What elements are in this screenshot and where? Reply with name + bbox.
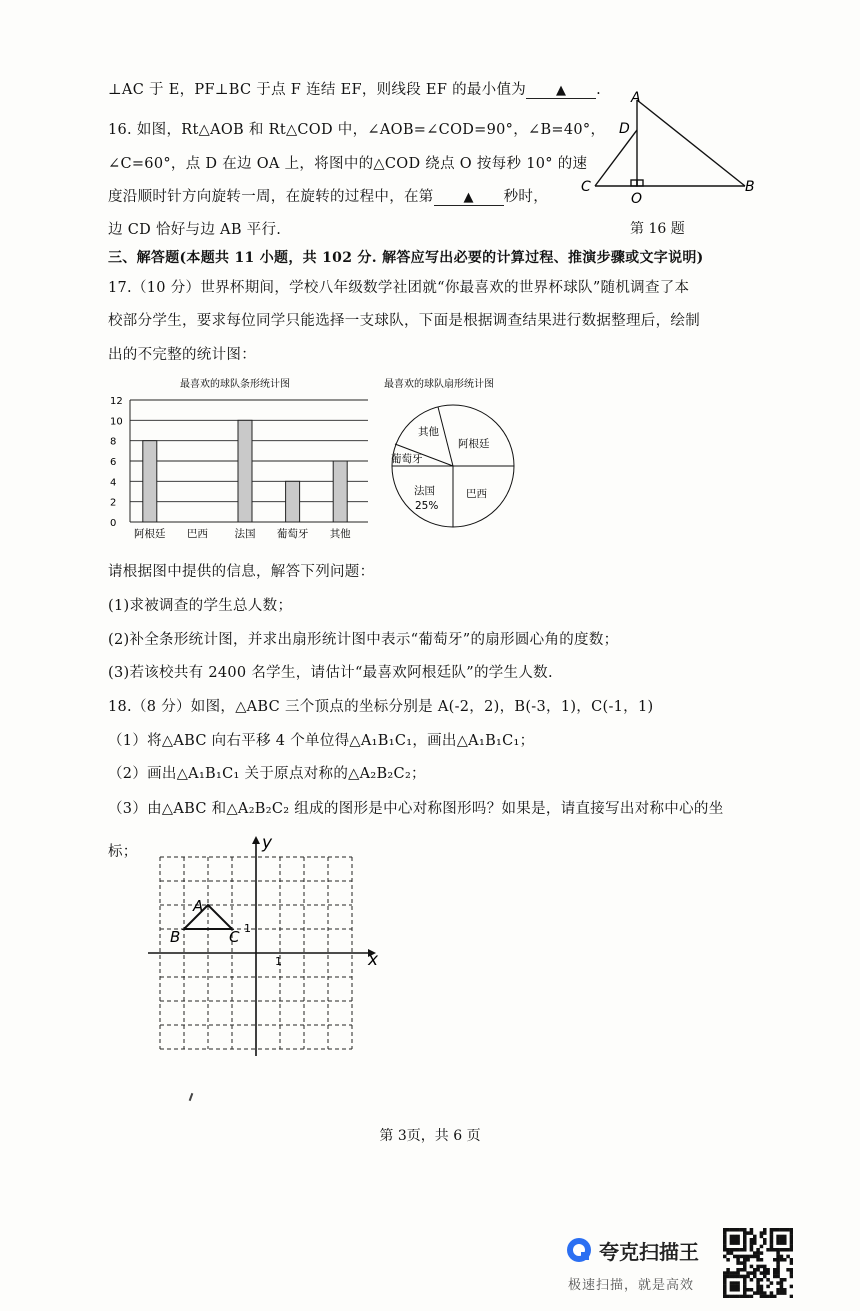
problem17-q2: (2)补全条形统计图，并求出扇形统计图中表示“葡萄牙”的扇形圆心角的度数； [108, 632, 619, 648]
pie-label-brazil: 巴西 [466, 488, 487, 500]
bar-ytick-label: 4 [110, 477, 117, 489]
bar-ytick-label: 6 [110, 457, 117, 468]
pie-chart-title: 最喜欢的球队扇形统计图 [384, 379, 494, 390]
bar-chart-title: 最喜欢的球队条形统计图 [180, 379, 290, 390]
pie-label-france-percent: 25% [415, 500, 439, 512]
fig16-label-b: B [745, 179, 755, 195]
tick-label-y1: 1 [244, 922, 251, 935]
bar-4 [333, 461, 347, 522]
bar-2 [238, 420, 252, 522]
fig16-label-d: D [619, 121, 630, 137]
section-3-heading: 三、解答题(本题共 11 小题，共 102 分. 解答应写出必要的计算过程、推演步骤或文字说明) [108, 250, 704, 266]
problem18-part4: 标； [108, 844, 138, 860]
pie-label-other: 其他 [418, 426, 439, 438]
figure-16-caption: 第 16 题 [630, 221, 685, 237]
pie-label-france: 法国 [414, 485, 435, 497]
problem17-prompt: 请根据图中提供的信息，解答下列问题： [108, 564, 375, 580]
answer-blank: ▲ [526, 83, 596, 99]
bar-ytick-label: 8 [110, 436, 117, 448]
problem16-line2: ∠C=60°，点 D 在边 OA 上，将图中的△COD 绕点 O 按每秒 10° 的速 [108, 156, 588, 172]
answer-blank: ▲ [434, 190, 504, 206]
bar-3 [286, 481, 300, 522]
watermark-logo [565, 1235, 715, 1265]
problem16-line1: 16. 如图，Rt△AOB 和 Rt△COD 中，∠AOB=∠COD=90°，∠B=40°， [108, 122, 606, 138]
bar-xtick-label: 葡萄牙 [276, 528, 309, 540]
fig16-label-o: O [631, 191, 643, 207]
bar-ytick-label: 0 [110, 518, 117, 529]
problem17-line3: 出的不完整的统计图： [108, 347, 256, 363]
problem16-line3: 度沿顺时针方向旋转一周，在旋转的过程中，在第 ▲ 秒时， [108, 189, 549, 205]
page-footer: 第 3页，共 6 页 [379, 1128, 481, 1144]
bar-xtick-label: 其他 [329, 528, 351, 540]
problem18-part2: （2）画出△A₁B₁C₁ 关于原点对称的△A₂B₂C₂； [108, 766, 426, 782]
bar-xtick-label: 阿根廷 [134, 528, 166, 540]
problem18-line1: 18.（8 分）如图，△ABC 三个顶点的坐标分别是 A(-2，2)，B(-3，1)，C(-1，1) [108, 699, 654, 715]
problem17-line1: 17.（10 分）世界杯期间，学校八年级数学社团就“你最喜欢的世界杯球队”随机调查了本 [108, 280, 690, 296]
figure-16 [575, 88, 765, 213]
problem17-q1: (1)求被调查的学生总人数； [108, 598, 293, 614]
fig16-label-c: C [581, 179, 591, 195]
point-label-b: B [170, 928, 181, 946]
pie-label-argentina: 阿根廷 [458, 438, 490, 450]
tick-label-x1: 1 [275, 955, 282, 968]
watermark-slogan: 极速扫描，就是高效 [568, 1278, 695, 1293]
bar-0 [143, 441, 157, 522]
quark-logo-icon [565, 1236, 593, 1264]
bar-ytick-label: 2 [110, 497, 117, 509]
axis-label-x: x [368, 950, 379, 970]
problem17-line2: 校部分学生，要求每位同学只能选择一支球队，下面是根据调查结果进行数据整理后，绘制 [108, 313, 700, 329]
problem17-q3: (3)若该校共有 2400 名学生，请估计“最喜欢阿根廷队”的学生人数. [108, 665, 553, 681]
problem16-line4: 边 CD 恰好与边 AB 平行. [108, 222, 282, 238]
stray-mark [189, 1093, 194, 1101]
coordinate-grid [140, 828, 390, 1060]
problem15-tail: ⊥AC 于 E，PF⊥BC 于点 F 连结 EF，则线段 EF 的最小值为 ▲ . [108, 82, 602, 98]
bar-xtick-label: 法国 [234, 528, 256, 540]
bar-ytick-label: 12 [110, 396, 123, 407]
fig16-label-a: A [631, 90, 641, 106]
qr-code-icon [723, 1228, 793, 1298]
pie-chart [378, 372, 528, 537]
bar-xtick-label: 巴西 [186, 528, 208, 540]
watermark-brand: 夸克扫描王 [599, 1239, 699, 1264]
problem18-part1: （1）将△ABC 向右平移 4 个单位得△A₁B₁C₁，画出△A₁B₁C₁； [108, 733, 535, 749]
axis-label-y: y [262, 833, 273, 853]
bar-ytick-label: 10 [110, 416, 123, 428]
point-label-a: A [193, 897, 204, 915]
problem18-part3: （3）由△ABC 和△A₂B₂C₂ 组成的图形是中心对称图形吗？如果是，请直接写出对称中心的坐 [108, 801, 724, 817]
bar-chart [100, 372, 375, 542]
pie-label-portugal: 葡萄牙 [391, 453, 423, 465]
point-label-c: C [229, 928, 240, 946]
